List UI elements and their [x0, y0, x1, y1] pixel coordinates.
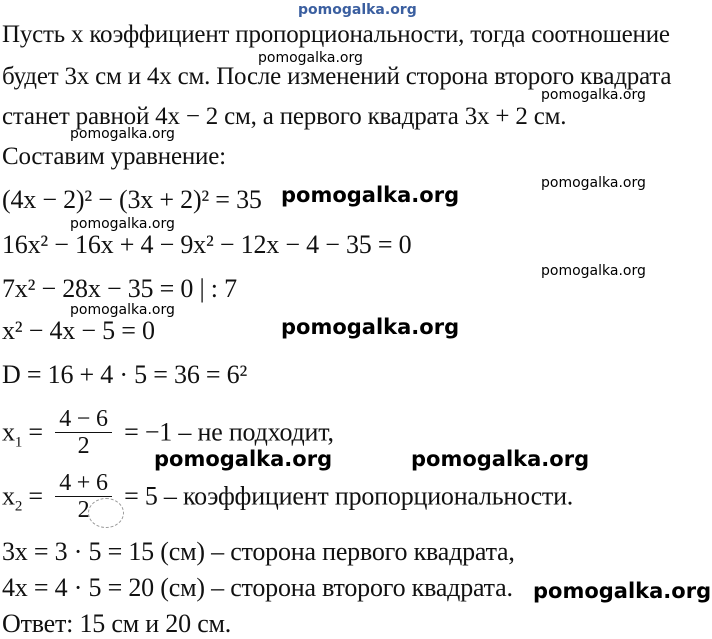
equation-5: D = 16 + 4 · 5 = 36 = 6²	[2, 360, 248, 389]
root-x1-label: x	[2, 417, 15, 447]
equation-4: x² − 4x − 5 = 0	[2, 316, 155, 345]
root-x1-denominator: 2	[55, 432, 112, 459]
side-second: 4x = 4 · 5 = 20 (см) – сторона второго квадрата.	[2, 573, 513, 602]
root-x1-fraction	[55, 406, 112, 459]
watermark-small-3: pomogalka.org	[70, 126, 175, 142]
watermark-small-4: pomogalka.org	[541, 175, 646, 191]
root-x1-numerator: 4 − 6	[59, 406, 108, 432]
watermark-big-2: pomogalka.org	[281, 315, 460, 339]
root-x2: $x_2$ = $\frac{4 + 6}{2}$ = 5 – коэффициент пропорциональности.	[2, 470, 574, 523]
watermark-small-2: pomogalka.org	[541, 87, 646, 103]
root-x1-result: = −1 – не подходит,	[124, 417, 334, 447]
root-x2-result: = 5 – коэффициент пропорциональности.	[124, 481, 574, 511]
watermark-big-5: pomogalka.org	[533, 579, 712, 603]
root-x2-label: x	[2, 481, 15, 511]
root-x2-denominator: 2	[55, 496, 112, 523]
watermark-big-4: pomogalka.org	[411, 447, 590, 471]
root-x1-index: 1	[14, 434, 23, 451]
root-x1: $x_1$ = $\frac{4 - 6}{2}$ = −1 – не подходит,	[2, 406, 334, 459]
side-first: 3x = 3 · 5 = 15 (см) – сторона первого квадрата,	[2, 537, 515, 566]
equation-1: (4x − 2)² − (3x + 2)² = 35	[2, 185, 262, 214]
watermark-small-7: pomogalka.org	[70, 302, 175, 318]
watermark-small-6: pomogalka.org	[541, 263, 646, 279]
answer: Ответ: 15 см и 20 см.	[2, 609, 232, 638]
watermark-big-3: pomogalka.org	[154, 447, 333, 471]
watermark-small-1: pomogalka.org	[258, 50, 363, 66]
text-line-3: станет равной 4x − 2 см, а первого квадрата 3x + 2 см.	[2, 103, 567, 130]
text-line-2: будет 3x см и 4x см. После изменений сторона второго квадрата	[2, 63, 672, 90]
watermark-big-1: pomogalka.org	[281, 183, 460, 207]
equation-3: 7x² − 28x − 35 = 0 | : 7	[2, 274, 237, 303]
watermark-top: pomogalka.org	[298, 2, 417, 18]
watermark-small-5: pomogalka.org	[70, 216, 175, 232]
text-line-4: Составим уравнение:	[2, 143, 226, 170]
equation-2: 16x² − 16x + 4 − 9x² − 12x − 4 − 35 = 0	[2, 230, 412, 259]
root-x2-index: 2	[14, 498, 23, 515]
stamp-mark	[88, 498, 124, 528]
root-x2-numerator: 4 + 6	[59, 470, 108, 496]
text-line-1: Пусть x коэффициент пропорциональности, тогда соотношение	[2, 21, 670, 48]
